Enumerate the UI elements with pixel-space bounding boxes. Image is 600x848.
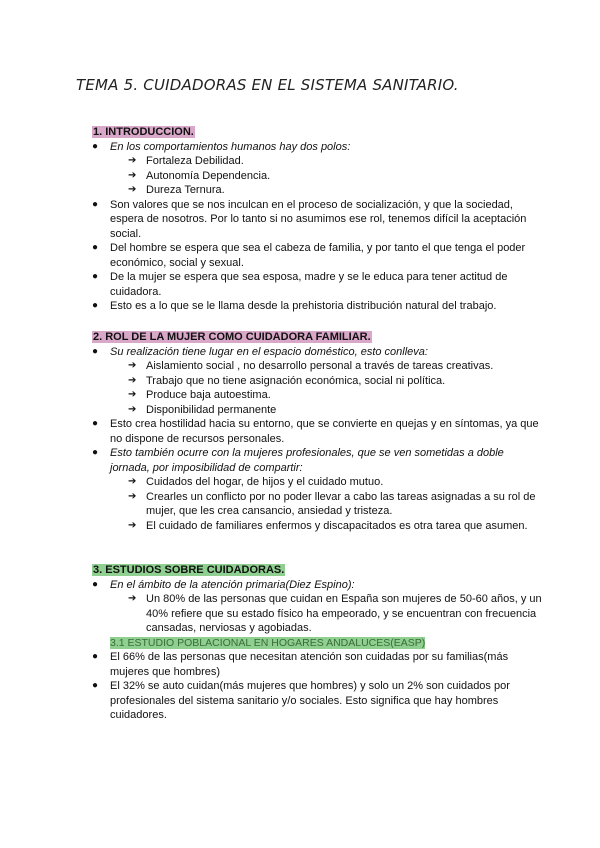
list-item: ● Esto es a lo que se le llama desde la prehistoria distribución natural del trabajo. [92,300,497,312]
arrow-icon: ➔ [128,389,137,400]
list-item: ● De la mujer se espera que sea esposa, madre y se le educa para tener actitud de cuidadora. [92,271,508,298]
bullet-icon: ● [92,418,99,429]
arrow-icon: ➔ [128,155,137,166]
list-item: ● Su realización tiene lugar en el espacio doméstico, esto conlleva: [92,345,428,358]
sub-list-item: ➔ El cuidado de familiares enfermos y discapacitados es otra tarea que asumen. [128,519,528,532]
arrow-icon: ➔ [128,360,137,371]
arrow-icon: ➔ [128,374,137,386]
section-rol-mujer [92,330,542,533]
section-heading: 1. INTRODUCCION. [93,126,194,138]
bullet-icon: ● [92,578,99,590]
section-heading: 3. ESTUDIOS SOBRE CUIDADORAS. [93,564,285,576]
sub-list-item: ➔ Autonomía Dependencia. [128,169,271,182]
bullet-icon: ● [92,345,99,357]
bullet-icon: ● [92,680,99,691]
bullet-icon: ● [92,140,99,152]
list-item: ● En los comportamientos humanos hay dos polos: [92,140,351,153]
list-item: ● Son valores que se nos inculcan en el proceso de socialización, y que la sociedad, espera de nosotros. Por lo tanto si no asumimos ese rol, tenemos difícil la aceptación social. [92,198,527,240]
arrow-icon: ➔ [128,519,137,531]
list-item: ● Esto también ocurre con la mujeres profesionales, que se ven sometidas a doble jornada, por imposibilidad de compartir: [92,447,504,474]
page-title: TEMA 5. CUIDADORAS EN EL SISTEMA SANITARIO. [76,76,459,94]
section-introduccion [92,125,542,314]
arrow-icon: ➔ [128,593,137,604]
arrow-icon: ➔ [128,403,137,415]
bullet-icon: ● [92,300,99,311]
list-item: ● Del hombre se espera que sea el cabeza de familia, y por tanto el que tenga el poder económico, social y sexual. [92,242,526,269]
arrow-icon: ➔ [128,476,137,487]
sub-list-item: ➔ Disponibilidad permanente [128,403,277,416]
arrow-icon: ➔ [128,184,137,195]
sub-list-item: ➔ Crearles un conflicto por no poder llevar a cabo las tareas asignadas a su rol de mujer, que les crea cansancio, ansiedad y tristeza. [128,490,536,517]
subsection-heading: 3.1 ESTUDIO POBLACIONAL EN HOGARES ANDALUCES(EASP) [110,636,426,649]
sub-list-item: ➔ Fortaleza Debilidad. [128,155,244,167]
sub-list-item: ➔ Produce baja autoestima. [128,389,271,401]
section-estudios [92,563,542,723]
sub-list-item: ➔ Un 80% de las personas que cuidan en España son mujeres de 50-60 años, y un 40% refiere que su estado físico ha empeorado, y se encuentran con frecuencia cansadas, nerviosas y agobiadas. [128,593,542,634]
sub-list-item: ➔ Cuidados del hogar, de hijos y el cuidado mutuo. [128,476,384,488]
list-item: ● Esto crea hostilidad hacia su entorno, que se convierte en quejas y en síntomas, ya que no dispone de recursos personales. [92,418,539,445]
list-item: ● El 32% se auto cuidan(más mujeres que hombres) y solo un 2% son cuidados por profesionales del sistema sanitario y/o sociales. Esto significa que hay hombres cuidadores. [92,680,510,721]
list-item: ● El 66% de las personas que necesitan atención son cuidadas por su familias(más mujeres que hombres) [92,651,509,678]
arrow-icon: ➔ [128,490,137,502]
section-heading: 2. ROL DE LA MUJER COMO CUIDADORA FAMILIAR. [93,331,371,343]
sub-list-item: ➔ Trabajo que no tiene asignación económica, social ni política. [128,374,446,387]
sub-list-item: ➔ Dureza Ternura. [128,184,225,196]
bullet-icon: ● [92,651,99,662]
bullet-icon: ● [92,447,99,458]
sub-list-item: ➔ Aislamiento social , no desarrollo personal a través de tareas creativas. [128,360,494,372]
bullet-icon: ● [92,271,99,282]
arrow-icon: ➔ [128,169,137,181]
bullet-icon: ● [92,242,99,253]
list-item: ● En el ámbito de la atención primaria(Diez Espino): [92,578,355,591]
bullet-icon: ● [92,198,99,210]
